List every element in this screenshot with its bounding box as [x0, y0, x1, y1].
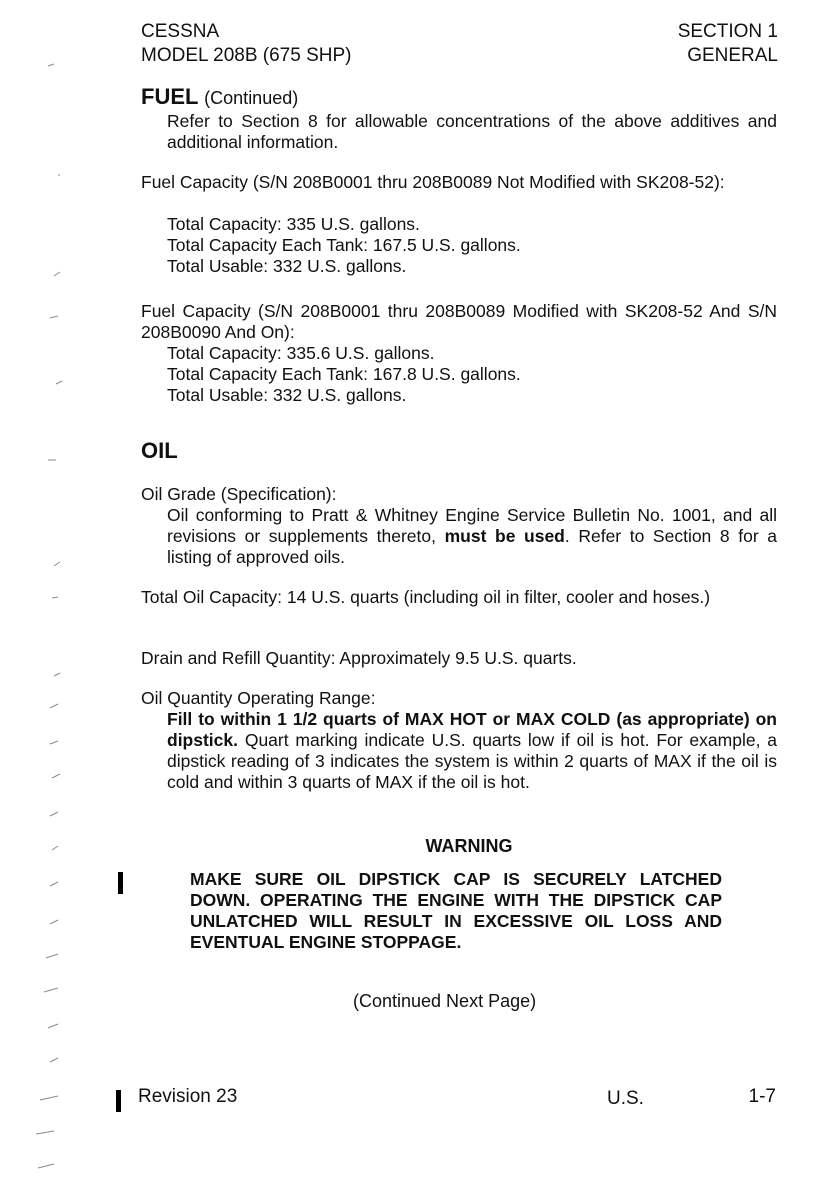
warning-title: WARNING [425, 836, 513, 856]
header-left [141, 20, 352, 68]
header-section: SECTION 1 [677, 21, 778, 42]
fuel-capacity-2-title: Fuel Capacity (S/N 208B0001 thru 208B0089 Modified with SK208-52 And S/N 208B0090 And On): [141, 301, 777, 342]
oil-range-emphasis: Fill to within 1 1/2 quarts of MAX HOT or MAX COLD (as appropriate) on dipstick. [167, 709, 777, 750]
continued-note: (Continued Next Page) [353, 991, 537, 1011]
fuel-capacity-1-usable: Total Usable: 332 U.S. gallons. [167, 256, 407, 276]
warning-text: MAKE SURE OIL DIPSTICK CAP IS SECURELY LATCHED DOWN. OPERATING THE ENGINE WITH THE DIPSTICK CAP UNLATCHED WILL RESULT IN EXCESSIVE OIL LOSS AND EVENTUAL ENGINE STOPPAGE. [190, 869, 722, 952]
oil-drain-refill: Drain and Refill Quantity: Approximately 9.5 U.S. quarts. [141, 648, 577, 668]
oil-total-capacity: Total Oil Capacity: 14 U.S. quarts (including oil in filter, cooler and hoses.) [141, 587, 711, 607]
header-manufacturer: CESSNA [141, 21, 220, 42]
footer-revision: Revision 23 [138, 1086, 238, 1107]
fuel-capacity-2-usable: Total Usable: 332 U.S. gallons. [167, 385, 407, 405]
oil-heading: OIL [141, 438, 178, 463]
oil-range-detail: Quart marking indicate U.S. quarts low if oil is hot. For example, a dipstick reading of 3 indicates the system is within 2 quarts of MAX if the oil is cold and within 3 quarts of MAX if the oil is hot. [167, 730, 777, 792]
fuel-capacity-2-total: Total Capacity: 335.6 U.S. gallons. [167, 343, 435, 363]
footer-region: U.S. [607, 1088, 644, 1109]
fuel-capacity-1-each-tank: Total Capacity Each Tank: 167.5 U.S. gallons. [167, 235, 521, 255]
oil-grade-text-b: . Refer to Section 8 for a listing of approved oils. [167, 526, 777, 567]
fuel-intro: Refer to Section 8 for allowable concentrations of the above additives and additional information. [167, 111, 777, 152]
change-bar-footer [116, 1090, 121, 1112]
fuel-heading-suffix: (Continued) [204, 88, 299, 108]
oil-range-label: Oil Quantity Operating Range: [141, 688, 376, 708]
fuel-capacity-2-list [167, 343, 521, 406]
header-model: MODEL 208B (675 SHP) [141, 45, 352, 66]
footer-page-number: 1-7 [748, 1086, 776, 1107]
fuel-capacity-1-title: Fuel Capacity (S/N 208B0001 thru 208B0089 Not Modified with SK208-52): [141, 172, 725, 192]
fuel-heading-title: FUEL [141, 84, 199, 109]
oil-grade-text-a: Oil conforming to Pratt & Whitney Engine Service Bulletin No. 1001, and all revisions or supplements thereto, [167, 505, 777, 546]
oil-range-text [167, 709, 777, 793]
fuel-heading [141, 84, 298, 110]
oil-grade-label: Oil Grade (Specification): [141, 484, 337, 504]
fuel-capacity-2-each-tank: Total Capacity Each Tank: 167.8 U.S. gallons. [167, 364, 521, 384]
header-section-title: GENERAL [687, 45, 778, 66]
oil-grade-text-emphasis: must be used [444, 526, 565, 546]
scan-edge-marks [0, 0, 80, 1187]
fuel-capacity-1-list [167, 214, 521, 277]
fuel-capacity-1-total: Total Capacity: 335 U.S. gallons. [167, 214, 420, 234]
oil-grade-text [167, 505, 777, 568]
change-bar-warning [118, 872, 123, 894]
header-right [678, 20, 778, 68]
